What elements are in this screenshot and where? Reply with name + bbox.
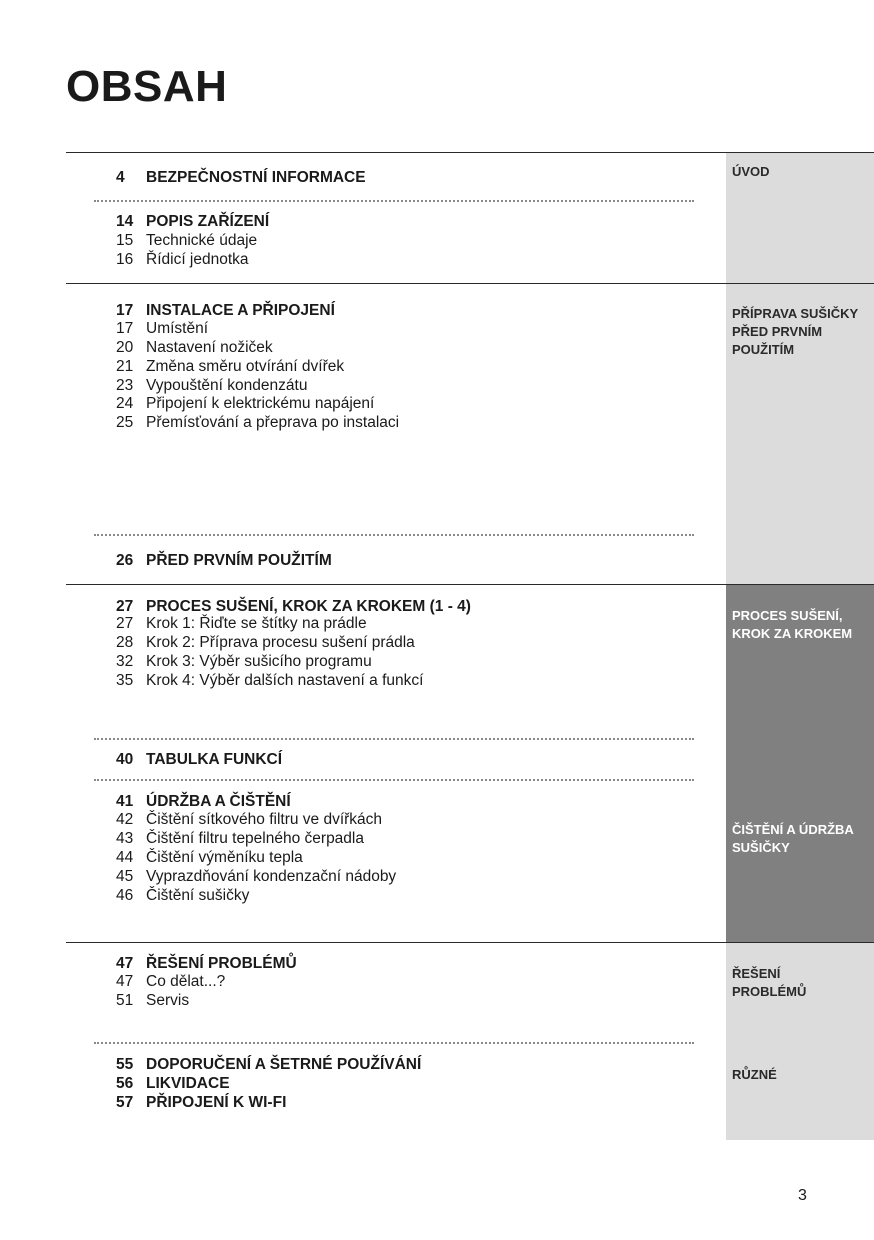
toc-entry-title: TABULKA FUNKCÍ — [146, 751, 283, 768]
toc-entry[interactable] — [116, 991, 189, 1010]
toc-page-number: 51 — [116, 992, 134, 1009]
toc-entry[interactable] — [116, 168, 366, 187]
toc-entry-title: DOPORUČENÍ A ŠETRNÉ POUŽÍVÁNÍ — [146, 1056, 422, 1073]
toc-entry[interactable] — [116, 810, 382, 829]
toc-entry-title: ŘEŠENÍ PROBLÉMŮ — [146, 955, 297, 972]
chapter-label-reseni-problemu: ŘEŠENÍ PROBLÉMŮ — [732, 966, 807, 999]
toc-entry[interactable] — [116, 376, 307, 395]
dotted-separator — [94, 779, 694, 781]
toc-entry-title: Krok 3: Výběr sušicího programu — [146, 653, 372, 670]
toc-entry[interactable] — [116, 633, 415, 652]
toc-entry[interactable] — [116, 357, 344, 376]
chapter-label-uvod: ÚVOD — [732, 164, 770, 179]
toc-entry-title: Čištění sušičky — [146, 887, 250, 904]
toc-entry-title: Přemísťování a přeprava po instalaci — [146, 414, 400, 431]
toc-entry-title: PŘED PRVNÍM POUŽITÍM — [146, 552, 332, 569]
toc-page-number: 17 — [116, 320, 134, 337]
chapter-label-priprava: PŘÍPRAVA SUŠIČKY PŘED PRVNÍM POUŽITÍM — [732, 306, 859, 357]
toc-entry-title: ÚDRŽBA A ČIŠTĚNÍ — [146, 793, 291, 810]
toc-page-number: 41 — [116, 793, 134, 810]
toc-entry[interactable] — [116, 848, 303, 867]
toc-page-number: 46 — [116, 887, 134, 904]
toc-entry[interactable] — [116, 551, 332, 570]
toc-entry[interactable] — [116, 867, 396, 886]
toc-entry[interactable] — [116, 301, 335, 320]
toc-entry-title: INSTALACE A PŘIPOJENÍ — [146, 302, 335, 319]
toc-entry[interactable] — [116, 829, 364, 848]
toc-entry-title: Čištění filtru tepelného čerpadla — [146, 830, 364, 847]
toc-page-number: 43 — [116, 830, 134, 847]
toc-entry-title: LIKVIDACE — [146, 1075, 230, 1092]
toc-entry-title: Krok 1: Řiďte se štítky na prádle — [146, 615, 367, 632]
toc-entry-title: PROCES SUŠENÍ, KROK ZA KROKEM (1 - 4) — [146, 598, 471, 615]
toc-entry[interactable] — [116, 338, 273, 357]
dotted-separator — [94, 534, 694, 536]
toc-entry-title: Technické údaje — [146, 232, 258, 249]
chapter-label-proces-suseni: PROCES SUŠENÍ, KROK ZA KROKEM — [732, 608, 853, 641]
toc-entry-title: Krok 4: Výběr dalších nastavení a funkcí — [146, 672, 424, 689]
toc-entry[interactable] — [116, 413, 399, 432]
toc-entry[interactable] — [116, 231, 257, 250]
toc-entry[interactable] — [116, 1074, 230, 1093]
toc-entry-title: Servis — [146, 992, 190, 1009]
toc-page-number: 45 — [116, 868, 134, 885]
toc-entry-title: Změna směru otvírání dvířek — [146, 358, 345, 375]
toc-page-number: 21 — [116, 358, 134, 375]
toc-page-number: 26 — [116, 552, 134, 569]
toc-entry[interactable] — [116, 652, 372, 671]
toc-entry[interactable] — [116, 972, 225, 991]
toc-entry[interactable] — [116, 1093, 286, 1112]
toc-entry-title: Krok 2: Příprava procesu sušení prádla — [146, 634, 415, 651]
toc-page-number: 28 — [116, 634, 134, 651]
toc-entry-title: Vyprazdňování kondenzační nádoby — [146, 868, 397, 885]
toc-page-number: 47 — [116, 955, 134, 972]
toc-page-number: 27 — [116, 598, 134, 615]
toc-entry-title: Nastavení nožiček — [146, 339, 273, 356]
toc-page-number: 17 — [116, 302, 134, 319]
page-number: 3 — [798, 1187, 807, 1204]
toc-page-number: 23 — [116, 377, 134, 394]
chapter-label-ruzne: RŮZNÉ — [732, 1067, 777, 1082]
toc-entry[interactable] — [116, 750, 282, 769]
toc-page-number: 57 — [116, 1094, 134, 1111]
toc-page-number: 24 — [116, 395, 134, 412]
toc-page-number: 44 — [116, 849, 134, 866]
dotted-separator — [94, 738, 694, 740]
toc-entry-title: Čištění sítkového filtru ve dvířkách — [146, 811, 383, 828]
toc-page-number: 40 — [116, 751, 134, 768]
toc-page-number: 27 — [116, 615, 134, 632]
toc-entry[interactable] — [116, 792, 291, 811]
toc-page-number: 56 — [116, 1075, 134, 1092]
toc-entry[interactable] — [116, 212, 269, 231]
toc-page-number: 15 — [116, 232, 134, 249]
toc-entry[interactable] — [116, 614, 367, 633]
toc-page-number: 35 — [116, 672, 134, 689]
toc-entry-title: Řídicí jednotka — [146, 251, 249, 268]
toc-entry-title: Čištění výměníku tepla — [146, 849, 303, 866]
toc-entry-title: Vypouštění kondenzátu — [146, 377, 308, 394]
toc-entry[interactable] — [116, 250, 249, 269]
toc-page-number: 42 — [116, 811, 134, 828]
toc-entry-title: POPIS ZAŘÍZENÍ — [146, 213, 270, 230]
toc-page-number: 55 — [116, 1056, 134, 1073]
toc-entry[interactable] — [116, 1055, 421, 1074]
toc-page-number: 32 — [116, 653, 134, 670]
toc-entry-title: BEZPEČNOSTNÍ INFORMACE — [146, 169, 366, 186]
toc-entry[interactable] — [116, 954, 297, 973]
toc-entry-title: PŘIPOJENÍ K WI-FI — [146, 1094, 287, 1111]
toc-entry[interactable] — [116, 394, 374, 413]
toc-page-number: 16 — [116, 251, 134, 268]
page-title: OBSAH — [66, 62, 228, 111]
toc-entry-title: Umístění — [146, 320, 209, 337]
dotted-separator — [94, 1042, 694, 1044]
toc-page-number: 20 — [116, 339, 134, 356]
toc-entry[interactable] — [116, 319, 208, 338]
toc-entry[interactable] — [116, 671, 423, 690]
toc-page-number: 14 — [116, 213, 134, 230]
toc-entry[interactable] — [116, 886, 249, 905]
toc-page-number: 25 — [116, 414, 134, 431]
toc-entry-title: Co dělat...? — [146, 973, 226, 990]
toc-entry-title: Připojení k elektrickému napájení — [146, 395, 375, 412]
dotted-separator — [94, 200, 694, 202]
chapter-label-cisteni: ČIŠTĚNÍ A ÚDRŽBA SUŠIČKY — [732, 822, 854, 855]
toc-page-number: 4 — [116, 169, 125, 186]
toc-page-number: 47 — [116, 973, 134, 990]
